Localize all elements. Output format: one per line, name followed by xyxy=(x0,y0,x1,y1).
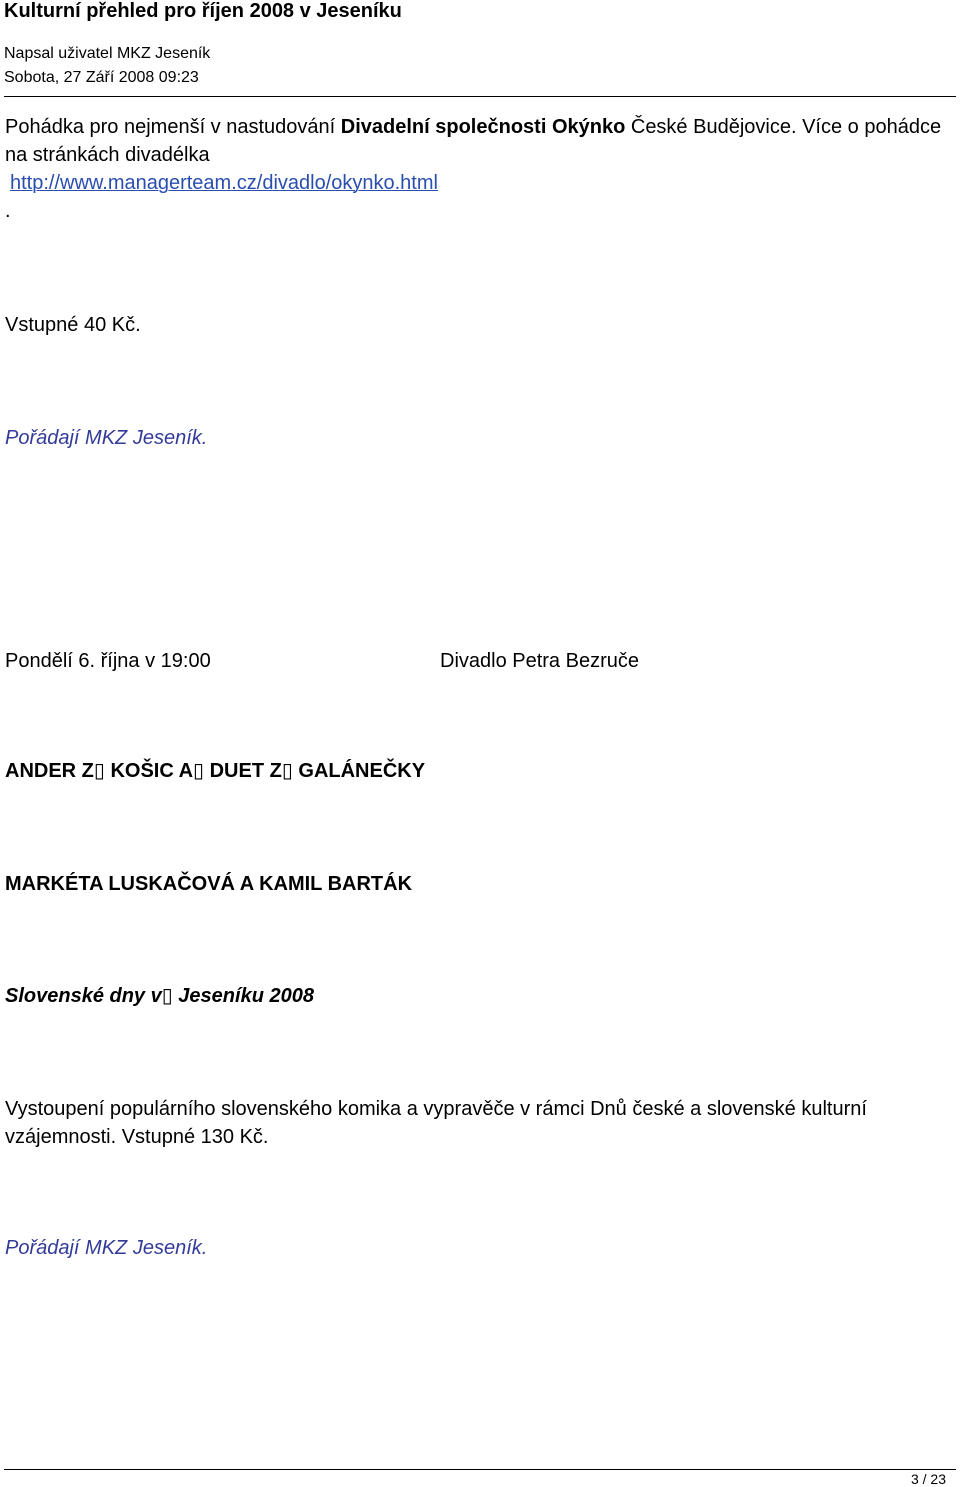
footer-divider xyxy=(4,1469,956,1470)
intro-text-before: Pohádka pro nejmenší v nastudování xyxy=(5,116,341,138)
intro-paragraph xyxy=(5,113,955,225)
page-number: 3 / 23 xyxy=(910,1471,946,1487)
organizer-note-1: Pořádají MKZ Jeseník. xyxy=(5,427,208,449)
theatre-website-link[interactable]: http://www.managerteam.cz/divadlo/okynko.html xyxy=(10,172,438,194)
author-line: Napsal uživatel MKZ Jeseník xyxy=(4,45,211,62)
intro-dot: . xyxy=(5,200,11,222)
organizer-note-2: Pořádají MKZ Jeseník. xyxy=(5,1237,208,1259)
header-divider xyxy=(4,96,956,97)
theatre-company-name: Divadelní společnosti Okýnko xyxy=(340,116,626,138)
event-venue: Divadlo Petra Bezruče xyxy=(440,650,639,672)
document-title: Kulturní přehled pro říjen 2008 v Jeseníku xyxy=(4,0,402,22)
event-heading-2: MARKÉTA LUSKAČOVÁ A KAMIL BARTÁK xyxy=(5,873,413,895)
date-line: Sobota, 27 Září 2008 09:23 xyxy=(4,69,199,86)
entrance-fee-1: Vstupné 40 Kč. xyxy=(5,314,141,336)
event-description: Vystoupení populárního slovenského komika a vypravěče v rámci Dnů české a slovenské kulturní vzájemnosti. Vstupné 130 Kč. xyxy=(5,1098,867,1148)
intro-text-after: České Budějovice. Více o pohádce na stránkách divadélka xyxy=(5,116,942,166)
event-date: Pondělí 6. října v 19:00 xyxy=(5,650,211,672)
festival-title: Slovenské dny v▯ Jeseníku 2008 xyxy=(5,985,314,1007)
event-heading-1: ANDER Z▯ KOŠIC A▯ DUET Z▯ GALÁNEČKY xyxy=(5,760,426,782)
